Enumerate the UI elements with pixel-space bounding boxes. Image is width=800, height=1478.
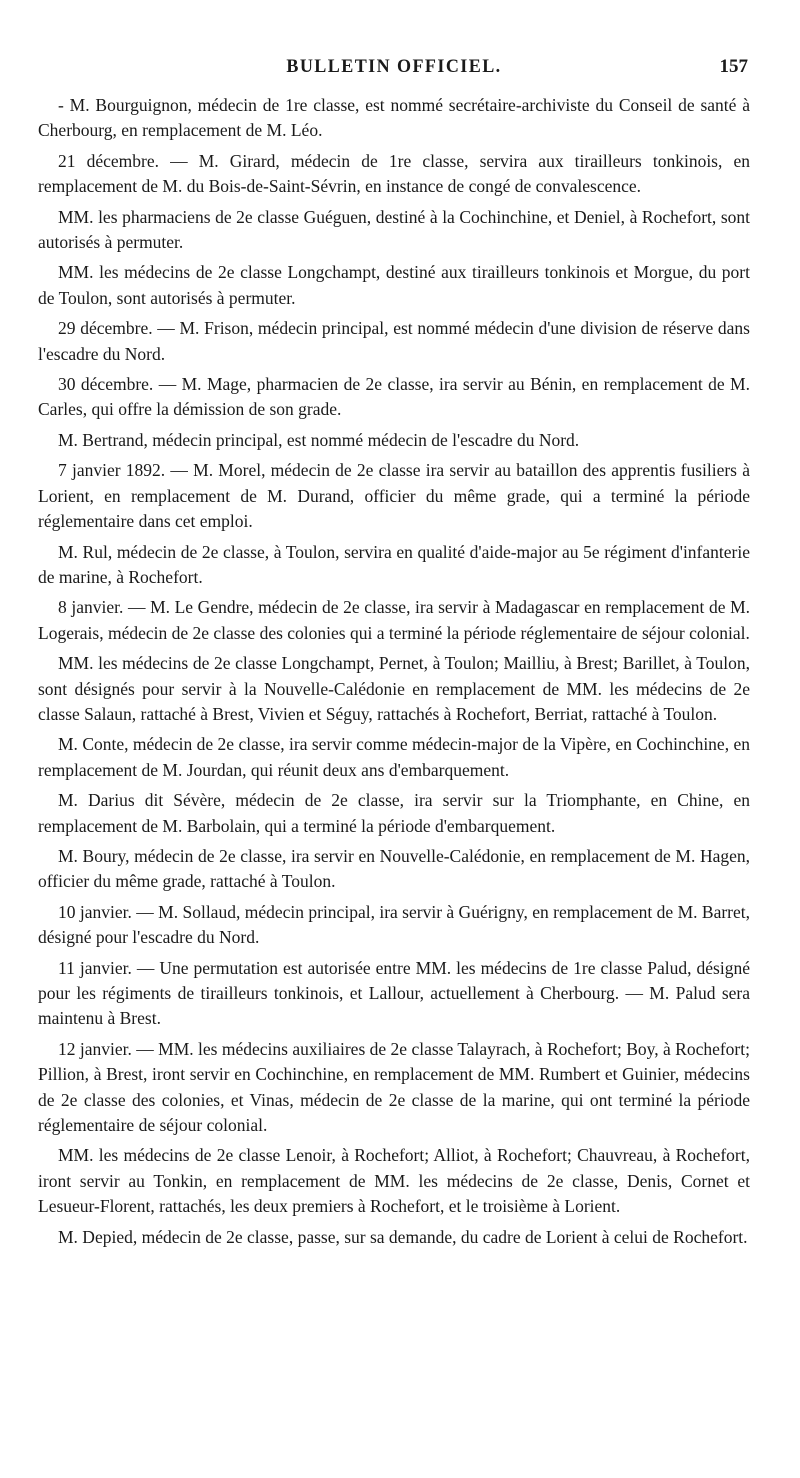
paragraph: 30 décembre. — M. Mage, pharmacien de 2e classe, ira servir au Bénin, en remplacement de M. Carles, qui offre la démission de son grade. xyxy=(38,374,750,420)
paragraph: 29 décembre. — M. Frison, médecin principal, est nommé médecin d'une division de réserve dans l'escadre du Nord. xyxy=(38,318,750,364)
paragraph: M. Rul, médecin de 2e classe, à Toulon, servira en qualité d'aide-major au 5e régiment d'infanterie de marine, à Rochefort. xyxy=(38,541,750,587)
page-number: 157 xyxy=(719,56,748,77)
paragraph: 8 janvier. — M. Le Gendre, médecin de 2e classe, ira servir à Madagascar en remplacement de M. Logerais, médecin de 2e classe des colonies qui a terminé la période réglementaire de séjour colonial. xyxy=(38,597,750,643)
paragraph: M. Darius dit Sévère, médecin de 2e classe, ira servir sur la Triomphante, en Chine, en remplacement de M. Barbolain, qui a terminé la période d'embarquement. xyxy=(38,790,750,836)
paragraph: - M. Bourguignon, médecin de 1re classe, est nommé secrétaire-archiviste du Conseil de santé à Cherbourg, en remplacement de M. Léo. xyxy=(38,95,750,141)
running-title: BULLETIN OFFICIEL. xyxy=(286,56,502,77)
page-body xyxy=(38,93,750,1255)
paragraph: 7 janvier 1892. — M. Morel, médecin de 2e classe ira servir au bataillon des apprentis fusiliers à Lorient, en remplacement de M. Durand, officier du même grade, qui a terminé la période réglementaire dans cet emploi. xyxy=(38,460,750,532)
paragraph: MM. les médecins de 2e classe Longchampt, destiné aux tirailleurs tonkinois et Morgue, du port de Toulon, sont autorisés à permuter. xyxy=(38,262,750,308)
paragraph: 11 janvier. — Une permutation est autorisée entre MM. les médecins de 1re classe Palud, désigné pour les régiments de tirailleurs tonkinois, et Lallour, actuellement à Cherbourg. — M. Palud sera maintenu à Brest. xyxy=(38,957,750,1029)
paragraph: M. Conte, médecin de 2e classe, ira servir comme médecin-major de la Vipère, en Cochinchine, en remplacement de M. Jourdan, qui réunit deux ans d'embarquement. xyxy=(38,734,750,780)
paragraph: MM. les médecins de 2e classe Lenoir, à Rochefort; Alliot, à Rochefort; Chauvreau, à Rochefort, iront servir au Tonkin, en remplacement de MM. les médecins de 2e classe, Denis, Cornet et Lesueur-Florent, rattachés, les deux premiers à Rochefort, et le troisième à Lorient. xyxy=(38,1145,750,1217)
paragraph: MM. les médecins de 2e classe Longchampt, Pernet, à Toulon; Mailliu, à Brest; Barillet, à Toulon, sont désignés pour servir à la Nouvelle-Calédonie en remplacement de MM. les médecins de 2e classe Salaun, rattaché à Brest, Vivien et Séguy, rattachés à Rochefort, Berriat, rattaché à Toulon. xyxy=(38,653,750,724)
page-header xyxy=(38,56,750,86)
paragraph: M. Depied, médecin de 2e classe, passe, sur sa demande, du cadre de Lorient à celui de Rochefort. xyxy=(58,1226,748,1247)
paragraph: M. Bertrand, médecin principal, est nommé médecin de l'escadre du Nord. xyxy=(58,429,580,450)
paragraph: M. Boury, médecin de 2e classe, ira servir en Nouvelle-Calédonie, en remplacement de M. Hagen, officier du même grade, rattaché à Toulon. xyxy=(38,845,750,892)
paragraph: MM. les pharmaciens de 2e classe Guéguen, destiné à la Cochinchine, et Deniel, à Rochefort, sont autorisés à permuter. xyxy=(38,206,750,253)
paragraph: 10 janvier. — M. Sollaud, médecin principal, ira servir à Guérigny, en remplacement de M. Barret, désigné pour l'escadre du Nord. xyxy=(38,901,750,948)
paragraph: 12 janvier. — MM. les médecins auxiliaires de 2e classe Talayrach, à Rochefort; Boy, à Rochefort; Pillion, à Brest, iront servir en Cochinchine, en remplacement de MM. Rumbert et Guinier, médecins de 2e classe des colonies, et Vinas, médecin de 2e classe de la marine, qui ont terminé la période réglementaire de séjour colonial. xyxy=(38,1038,750,1136)
paragraph: 21 décembre. — M. Girard, médecin de 1re classe, servira aux tirailleurs tonkinois, en remplacement de M. du Bois-de-Saint-Sévrin, en instance de congé de convalescence. xyxy=(38,150,750,197)
